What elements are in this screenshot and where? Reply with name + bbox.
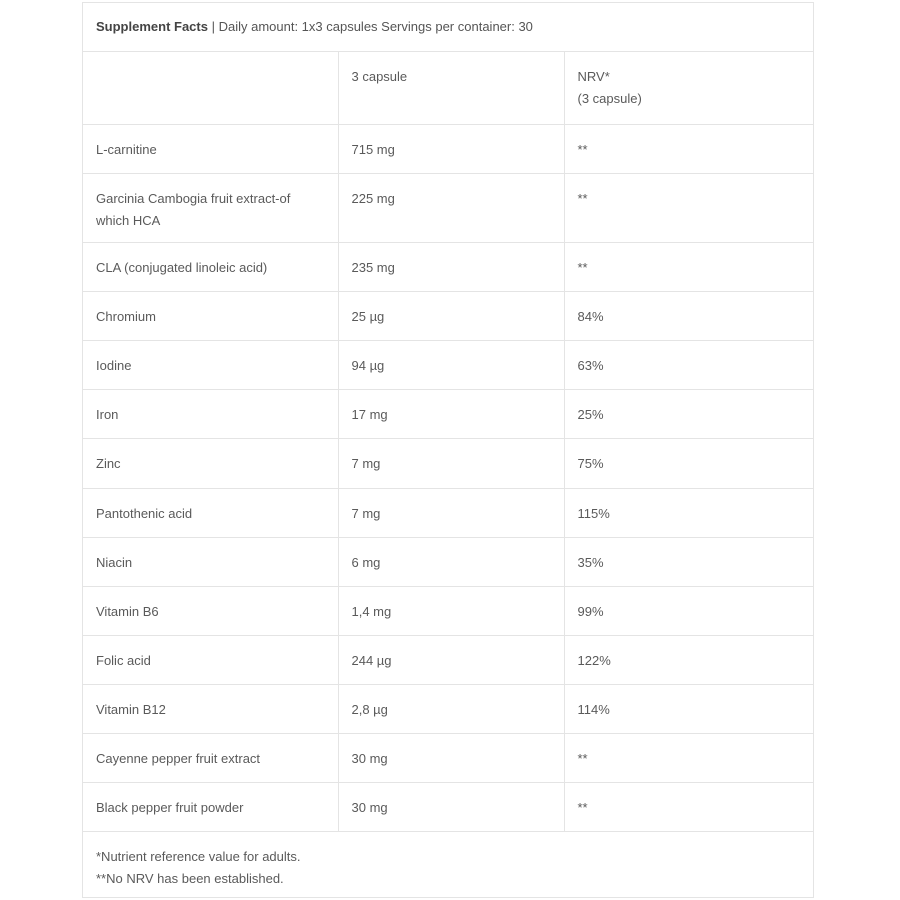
table-row [83,173,813,242]
ingredient-amount: 25 µg [338,291,564,340]
ingredient-nrv: 35% [564,537,813,586]
ingredient-column-header [83,52,338,124]
nutrition-table [83,52,813,832]
ingredient-nrv: 63% [564,340,813,389]
ingredient-nrv: 25% [564,389,813,438]
table-row [83,635,813,684]
table-row [83,782,813,831]
table-row [83,340,813,389]
ingredient-name: Cayenne pepper fruit extract [83,733,338,782]
ingredient-nrv: 122% [564,635,813,684]
panel-title: Supplement Facts [96,19,208,34]
ingredient-name: Zinc [83,438,338,488]
ingredient-name: Pantothenic acid [83,488,338,537]
supplement-facts-panel [82,2,814,898]
table-row [83,733,813,782]
table-row [83,242,813,291]
ingredient-name: Folic acid [83,635,338,684]
ingredient-amount: 7 mg [338,488,564,537]
ingredient-name: L-carnitine [83,124,338,173]
title-separator: | [207,19,219,34]
footnote-no-nrv: **No NRV has been established. [96,870,284,886]
ingredient-amount: 1,4 mg [338,586,564,635]
footnotes [83,832,813,890]
table-row [83,389,813,438]
ingredient-amount: 715 mg [338,124,564,173]
table-row [83,684,813,733]
table-header-row [83,52,813,124]
ingredient-name: Garcinia Cambogia fruit extract-of which HCA [83,173,338,242]
ingredient-nrv: 75% [564,438,813,488]
ingredient-amount: 2,8 µg [338,684,564,733]
ingredient-name: Vitamin B6 [83,586,338,635]
ingredient-amount: 30 mg [338,733,564,782]
ingredient-nrv: ** [564,782,813,831]
ingredient-amount: 7 mg [338,438,564,488]
ingredient-amount: 225 mg [338,173,564,242]
ingredient-nrv: 115% [564,488,813,537]
ingredient-name: Vitamin B12 [83,684,338,733]
ingredient-name: CLA (conjugated linoleic acid) [83,242,338,291]
ingredient-nrv: 114% [564,684,813,733]
ingredient-nrv: ** [564,242,813,291]
ingredient-amount: 6 mg [338,537,564,586]
ingredient-amount: 17 mg [338,389,564,438]
table-row [83,537,813,586]
amount-column-header: 3 capsule [338,52,564,124]
ingredient-name: Iodine [83,340,338,389]
table-row [83,488,813,537]
serving-info: Daily amount: 1x3 capsules Servings per container: 30 [218,19,533,34]
ingredient-amount: 235 mg [338,242,564,291]
ingredient-nrv: ** [564,124,813,173]
ingredient-nrv: ** [564,173,813,242]
table-row [83,586,813,635]
ingredient-name: Iron [83,389,338,438]
ingredient-amount: 244 µg [338,635,564,684]
ingredient-nrv: 99% [564,586,813,635]
nrv-column-header [564,52,813,124]
ingredient-name: Chromium [83,291,338,340]
table-row [83,291,813,340]
nrv-header-line2: (3 capsule) [577,91,642,106]
ingredient-amount: 30 mg [338,782,564,831]
supplement-facts-header [83,3,813,52]
table-row [83,124,813,173]
footnote-nrv-definition: *Nutrient reference value for adults. [96,848,301,864]
nrv-header-line1: NRV* [577,69,610,84]
ingredient-name: Black pepper fruit powder [83,782,338,831]
ingredient-name: Niacin [83,537,338,586]
ingredient-amount: 94 µg [338,340,564,389]
ingredient-nrv: 84% [564,291,813,340]
table-row [83,438,813,488]
ingredient-nrv: ** [564,733,813,782]
